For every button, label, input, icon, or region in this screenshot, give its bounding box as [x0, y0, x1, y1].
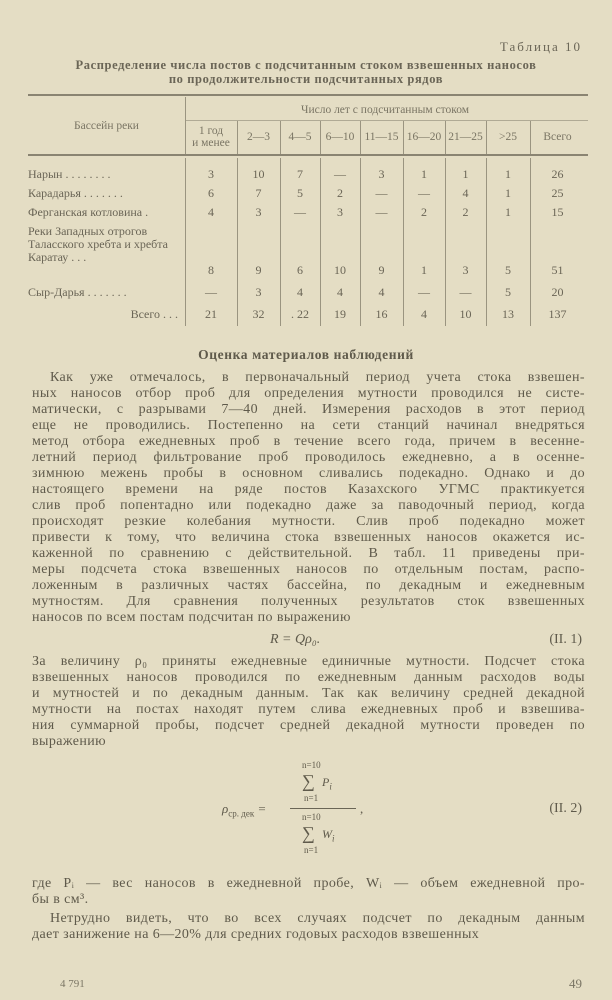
text-line: и мутностей и по декадным данным. Так как величину средней декадной: [32, 686, 585, 701]
table-cell: 13: [502, 307, 514, 321]
text-line: привести к тому, что величина стока взвешенных наносов окажется ис-: [32, 530, 585, 545]
denominator-sub: i: [332, 833, 335, 844]
table-top-rule: [28, 94, 588, 96]
column-divider: [320, 158, 321, 326]
text-line: бы в см³.: [32, 892, 89, 907]
text-line: зимнюю межень пробы в основном сливались подекадно. Однако и до: [32, 466, 585, 481]
column-header: 21—25: [448, 131, 483, 143]
sum-bottom-lower: n=1: [304, 845, 319, 855]
table-cell: 32: [252, 307, 265, 321]
header-bottom-rule: [28, 154, 588, 156]
text-line: происходят резкие колебания мутности. Слив проб подекадно может: [32, 514, 585, 529]
table-cell: 3: [378, 167, 385, 181]
table-cell: —: [375, 186, 388, 200]
text-line: Как уже отмечалось, в первоначальный период учета стока взвешен-: [50, 370, 585, 385]
table-cell: 10: [252, 167, 265, 181]
table-cell: 3: [255, 285, 262, 299]
table-cell: 5: [297, 186, 303, 200]
text-line: где Pᵢ — вес наносов в ежедневной пробе, Wᵢ — объем ежедневной про-: [32, 876, 585, 891]
table-title-line1: Распределение числа постов с подсчитанным стоком взвешенных наносов: [75, 58, 537, 72]
table-cell: 9: [378, 263, 385, 277]
denominator-term: W: [322, 827, 332, 841]
table-cell: —: [418, 285, 430, 299]
row-label: Карадарья . . . . . . .: [28, 186, 123, 200]
text-line: меры подсчета стока взвешенных наносов по отдельным постам, распо-: [32, 562, 585, 577]
text-line: Нетрудно видеть, что во всех случаях подсчет по декадным данным: [50, 911, 585, 926]
column-header: 16—20: [406, 131, 442, 143]
table-cell: 5: [505, 285, 511, 299]
table-cell: 4: [337, 285, 343, 299]
fraction-bar: [290, 808, 356, 809]
column-divider: [185, 158, 186, 326]
numerator-term: P: [322, 775, 330, 789]
table-cell: 1: [505, 205, 511, 219]
text-line: настоящего времени на ряде постов Казахского УГМС практикуется: [32, 482, 585, 497]
table-cell: 3: [255, 205, 262, 219]
comma: ,: [360, 801, 364, 816]
text-line: ных наносов отбор проб для определения мутности проводился не систе-: [32, 386, 585, 401]
column-divider: [280, 158, 281, 326]
column-divider: [486, 158, 487, 326]
table-cell: 2: [421, 205, 427, 219]
column-header: 6—10: [325, 131, 355, 143]
text-line: еще не проводились. Постепенно на сети станций начинал внедряться: [32, 418, 585, 433]
text-line: летний период фильтрование проб проводилось ежедневно, а в осенне-: [32, 450, 585, 465]
column-header: 2—3: [247, 131, 270, 143]
sum-symbol: ∑: [302, 771, 315, 791]
column-divider: [445, 158, 446, 326]
table-cell: 6: [297, 263, 303, 277]
text-line: мутности на постах находят путем слива ежедневных проб и взвешива-: [32, 702, 585, 717]
column-divider: [530, 158, 531, 326]
table-cell: 4: [297, 285, 303, 299]
table-cell: 21: [205, 307, 217, 321]
table-cell: —: [418, 186, 430, 200]
row-label: Всего . . .: [130, 307, 178, 321]
column-header: Всего: [543, 131, 572, 143]
section-heading: Оценка материалов наблюдений: [198, 347, 414, 362]
table-cell: 137: [548, 307, 567, 321]
table-cell: 20: [551, 285, 564, 299]
text-line: дает занижение на 6—20% для средних годовых расходов взвешенных: [32, 927, 480, 942]
formula-1-number: (II. 1): [549, 632, 582, 647]
table-cell: 8: [208, 263, 214, 277]
table-cell: —: [334, 167, 346, 181]
row-label: Ферганская котловина .: [28, 205, 149, 219]
page-number: 49: [569, 976, 582, 991]
table-cell: 4: [462, 186, 469, 200]
sum-top-upper: n=10: [302, 760, 321, 770]
row-label: Сыр-Дарья . . . . . . .: [28, 285, 127, 299]
table-number: Таблица 10: [499, 39, 582, 54]
header-rule: [185, 120, 588, 121]
table-title-line2: по продолжительности подсчитанных рядов: [168, 72, 444, 86]
table-cell: 1: [505, 186, 511, 200]
text-line: слив проб попентадно или подекадно даже за паводочный период, когда: [32, 498, 585, 513]
table-cell: 2: [337, 186, 343, 200]
column-divider: [237, 158, 238, 326]
table-cell: . 22: [291, 307, 309, 321]
table-cell: 9: [255, 263, 262, 277]
column-group-header: Число лет с подсчитанным стоком: [300, 104, 470, 116]
text-line: ния суммарной пробы, подсчет средней декадной мутности проведен по: [32, 718, 585, 733]
sum-top-lower: n=1: [304, 793, 319, 803]
sum-symbol: ∑: [302, 823, 315, 843]
table-cell: 15: [551, 205, 564, 219]
column-header: 11—15: [364, 131, 399, 143]
numerator-sub: i: [329, 781, 332, 792]
table-cell: 5: [505, 263, 511, 277]
column-header: >25: [499, 131, 517, 143]
text-line: матически, с разрывами 7—40 дней. Измерения расходов в этот период: [32, 402, 585, 417]
text-line: метод отбора ежедневных проб в течение всего года, причем в весенне-: [32, 434, 585, 449]
text-line: выражению: [32, 734, 106, 749]
formula-2-lhs: ρ: [222, 801, 229, 816]
table-cell: 19: [334, 307, 346, 321]
table-cell: 4: [378, 285, 385, 299]
column-header: 4—5: [288, 131, 312, 143]
table-cell: 7: [255, 186, 262, 200]
table-cell: 10: [334, 263, 346, 277]
sum-bottom-upper: n=10: [302, 812, 321, 822]
table-cell: 51: [551, 263, 564, 277]
formula-2-number: (II. 2): [549, 801, 582, 816]
table-cell: 26: [551, 167, 564, 181]
text-line: наносов по всем постам подсчитан по выражению: [32, 610, 351, 625]
table-cell: 16: [375, 307, 388, 321]
table-cell: 2: [462, 205, 469, 219]
table-cell: 6: [208, 186, 214, 200]
table-cell: 25: [551, 186, 564, 200]
table-cell: 4: [421, 307, 427, 321]
printer-signature: 4 791: [60, 978, 85, 990]
text-line: взвешенных наносов проводился по ежедневным данным расходов воды: [32, 670, 585, 685]
table-cell: —: [375, 205, 388, 219]
table-cell: —: [205, 285, 217, 299]
table-cell: 1: [421, 263, 427, 277]
table-cell: 3: [208, 167, 214, 181]
table-cell: 4: [208, 205, 214, 219]
row-label: Нарын . . . . . . . .: [28, 167, 111, 181]
table-cell: 7: [297, 167, 303, 181]
column-header: 1 год и менее: [192, 125, 230, 149]
text-line: За величину ρ₀ приняты ежедневные единичные мутности. Подсчет стока: [32, 654, 585, 669]
formula-2-lhs-sub: ср. дек: [228, 808, 255, 819]
table-cell: 10: [459, 307, 472, 321]
table-cell: 3: [337, 205, 343, 219]
formula-1: R = Qρ₀.: [270, 632, 321, 647]
table-cell: —: [459, 285, 472, 299]
column-divider: [360, 158, 361, 326]
table-cell: —: [294, 205, 306, 219]
row-label: Реки Западных отрогов Таласского хребта и хребта Каратау . . .: [28, 224, 168, 264]
text-line: ложенным в различных частях бассейна, по декадным и ежедневным: [32, 578, 585, 593]
row-header: Бассейн реки: [74, 120, 139, 132]
text-line: каженной по сравнению с действительной. В табл. 11 приведены при-: [32, 546, 585, 561]
table-cell: 1: [462, 167, 469, 181]
table-cell: 1: [505, 167, 511, 181]
text-line: мутностям. Для сравнения полученных результатов сток взвешенных: [32, 594, 585, 609]
column-divider: [403, 158, 404, 326]
table-cell: 3: [462, 263, 469, 277]
table-cell: 1: [421, 167, 427, 181]
